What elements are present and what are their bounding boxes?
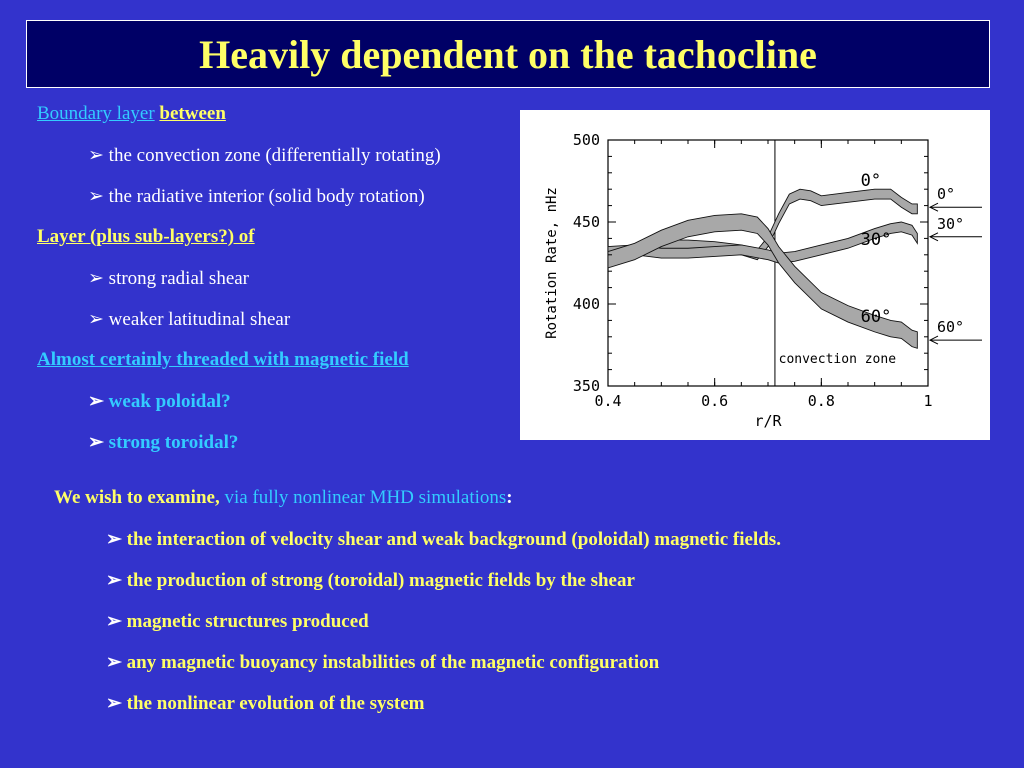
bullet-arrow-icon: ➢ [88, 432, 104, 453]
wish-item-4: ➢ any magnetic buoyancy instabilities of the magnetic configuration [106, 652, 660, 673]
x-tick-label: 1 [923, 392, 933, 410]
boundary-label: Boundary layer [37, 103, 155, 124]
y-tick-label: 450 [572, 213, 600, 231]
bullet-arrow-icon: ➢ [88, 145, 104, 166]
bullet-arrow-icon: ➢ [88, 309, 104, 330]
wish-item-3: ➢ magnetic structures produced [106, 611, 369, 632]
series-label: 0° [860, 170, 882, 191]
slide-title: Heavily dependent on the tachocline [199, 31, 817, 77]
layer-item-1: ➢ strong radial shear [88, 268, 250, 289]
wish-heading: We wish to examine, via fully nonlinear MHD simulations: [54, 487, 513, 508]
layer-item-2: ➢ weaker latitudinal shear [88, 309, 291, 330]
layer-heading: Layer (plus sub-layers?) of [37, 226, 255, 247]
magnetic-item-2: ➢ strong toroidal? [88, 432, 239, 453]
magnetic-heading: Almost certainly threaded with magnetic field [37, 349, 409, 370]
x-tick-label: 0.8 [807, 392, 835, 410]
rotation-chart-panel [520, 110, 990, 440]
surface-label: 30° [937, 214, 965, 233]
title-banner [26, 20, 990, 88]
y-tick-label: 500 [572, 131, 600, 149]
bullet-arrow-icon: ➢ [106, 529, 122, 550]
bullet-arrow-icon: ➢ [88, 391, 104, 412]
boundary-item-2: ➢ the radiative interior (solid body rotation) [88, 186, 425, 207]
y-tick-label: 350 [572, 377, 600, 395]
y-tick-label: 400 [572, 295, 600, 313]
rotation-chart [520, 110, 990, 440]
bullet-arrow-icon: ➢ [106, 652, 122, 673]
x-axis-label: r/R [754, 412, 782, 430]
x-tick-label: 0.6 [701, 392, 729, 410]
wish-item-1: ➢ the interaction of velocity shear and weak background (poloidal) magnetic fields. [106, 529, 781, 550]
y-axis-label: Rotation Rate, nHz [544, 187, 560, 339]
series-label: 30° [860, 229, 892, 250]
bullet-arrow-icon: ➢ [88, 186, 104, 207]
boundary-item-1: ➢ the convection zone (differentially rotating) [88, 145, 441, 166]
surface-label: 60° [937, 318, 965, 337]
boundary-between: between [159, 103, 226, 124]
series-label: 60° [860, 307, 892, 328]
wish-item-2: ➢ the production of strong (toroidal) magnetic fields by the shear [106, 570, 635, 591]
boundary-heading [37, 103, 226, 125]
bullet-arrow-icon: ➢ [88, 268, 104, 289]
bullet-arrow-icon: ➢ [106, 611, 122, 632]
region-label: convection zone [778, 352, 897, 367]
surface-label: 0° [937, 185, 956, 204]
wish-item-5: ➢ the nonlinear evolution of the system [106, 693, 425, 714]
bullet-arrow-icon: ➢ [106, 693, 122, 714]
bullet-arrow-icon: ➢ [106, 570, 122, 591]
x-tick-label: 0.4 [594, 392, 622, 410]
magnetic-item-1: ➢ weak poloidal? [88, 391, 231, 412]
